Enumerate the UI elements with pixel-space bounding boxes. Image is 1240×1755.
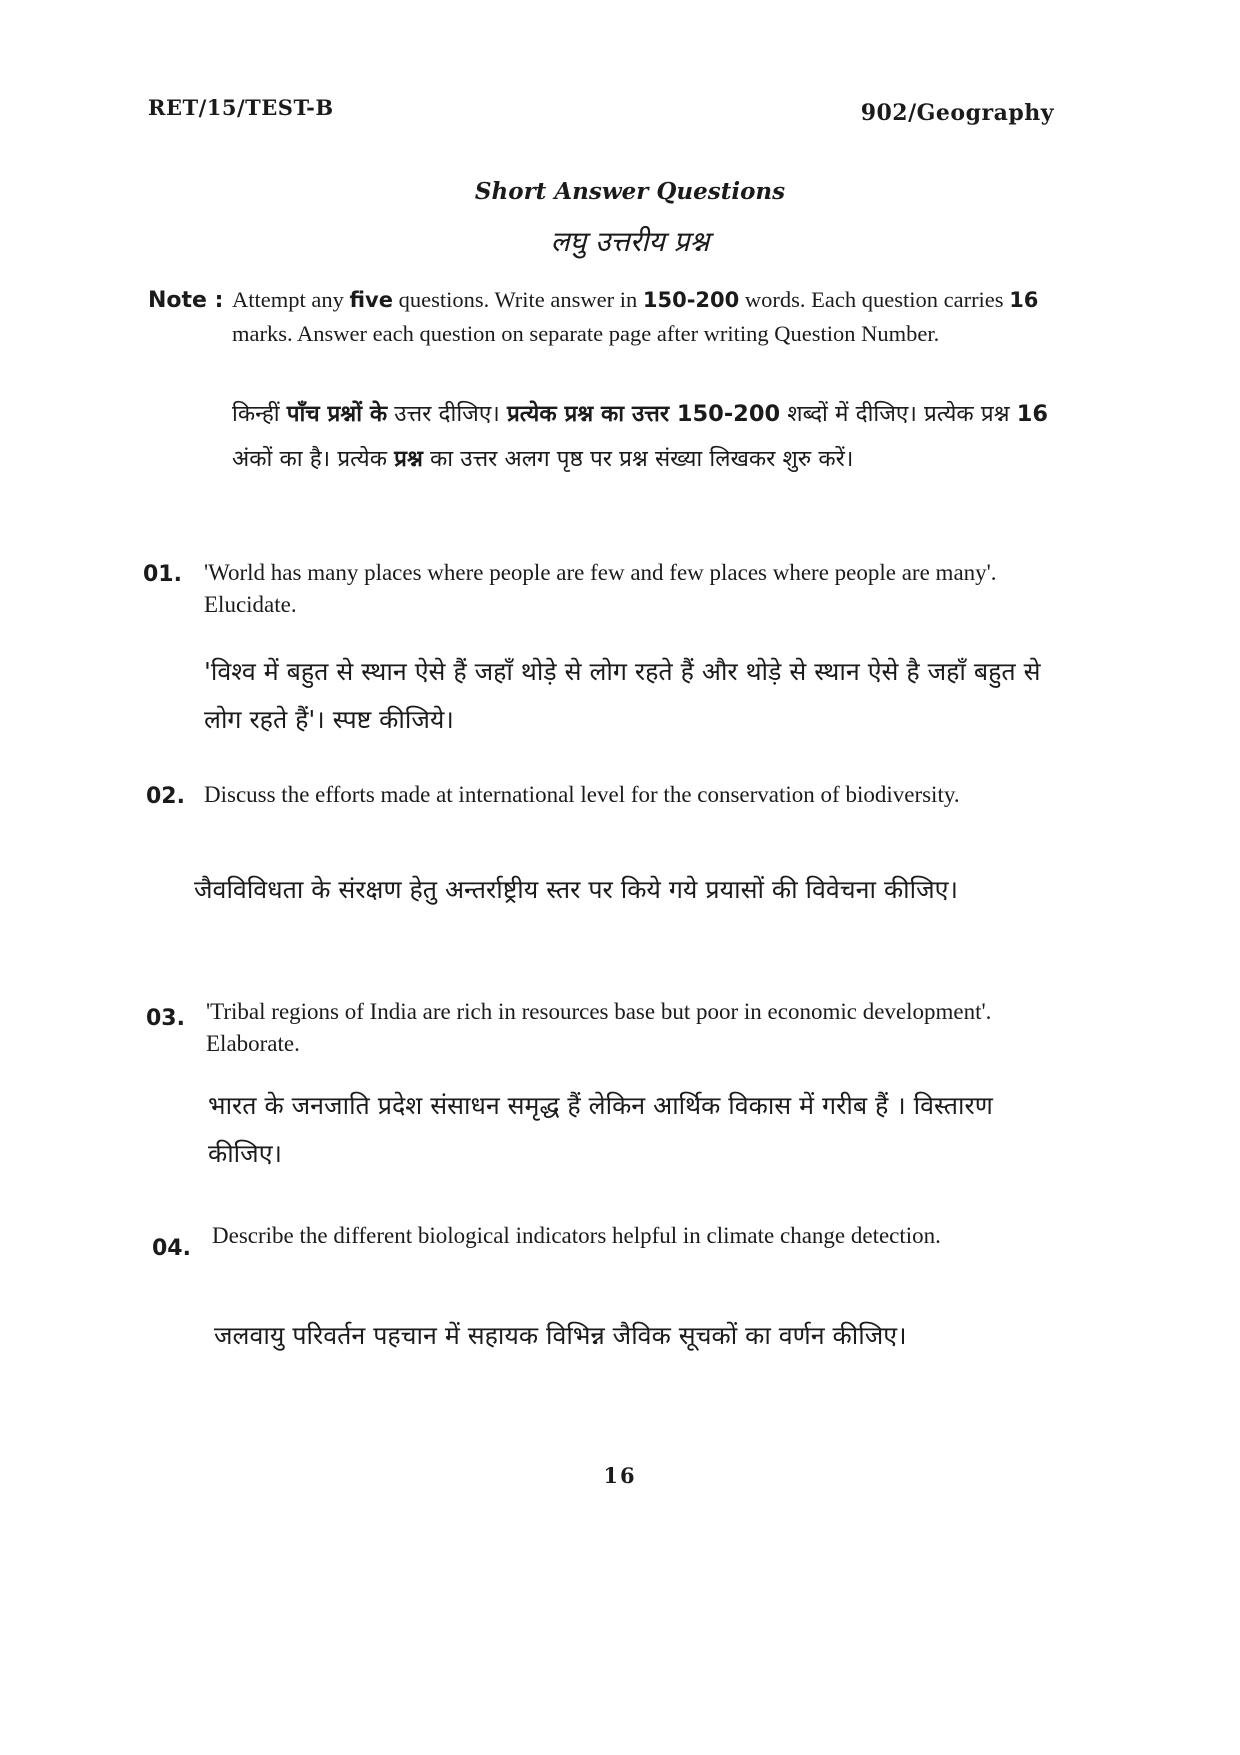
question-hindi: जैवविविधता के संरक्षण हेतु अन्तर्राष्ट्रीय स्तर पर किये गये प्रयासों की विवेचना कीजिए। [194, 875, 958, 904]
note-english [232, 283, 1054, 351]
subject-code: 902/Geography [860, 100, 1054, 126]
note-hindi [232, 392, 1054, 482]
page-number: 16 [603, 1463, 637, 1488]
note-hi-text: का उत्तर अलग पृष्ठ पर प्रश्न संख्या लिखकर शुरु करें। [422, 446, 854, 472]
question-hindi: भारत के जनजाति प्रदेश संसाधन समृद्ध हैं लेकिन आर्थिक विकास में गरीब हैं । विस्तारण कीजिए। [208, 1091, 993, 1168]
note-hi-text: किन्हीं [232, 401, 287, 427]
question-english: Discuss the efforts made at international level for the conservation of biodiversity. [204, 782, 960, 807]
note-hi-marks: 16 [1016, 401, 1049, 427]
note-hi-five: पाँच प्रश्नों के [286, 401, 388, 427]
paper-code: RET/15/TEST-B [148, 95, 334, 120]
section-title-hindi: लघु उत्तरीय प्रश्न [550, 225, 710, 258]
question-english: Describe the different biological indicators helpful in climate change detection. [212, 1223, 941, 1248]
note-label: Note : [148, 288, 224, 313]
question-number: 01. [143, 562, 182, 587]
question-number: 02. [146, 784, 185, 809]
note-hi-text: उत्तर दीजिए। [387, 401, 507, 427]
question-hindi: जलवायु परिवर्तन पहचान में सहायक विभिन्न जैविक सूचकों का वर्णन कीजिए। [214, 1321, 907, 1350]
note-en-five: five [349, 288, 393, 312]
note-hi-text: अंकों का है। प्रत्येक [232, 446, 395, 472]
question-number: 03. [146, 1006, 185, 1031]
question-english: 'World has many places where people are few and few places where people are many'. Elucidate. [204, 560, 997, 617]
question-english: 'Tribal regions of India are rich in resources base but poor in economic development'. Elaborate. [206, 999, 992, 1056]
question-number: 04. [152, 1236, 191, 1261]
note-hi-text: शब्दों में दीजिए। प्रत्येक प्रश्न [780, 401, 1017, 427]
note-en-text: Attempt any [232, 287, 350, 312]
note-en-text: questions. Write answer in [392, 287, 643, 312]
question-hindi: 'विश्व में बहुत से स्थान ऐसे हैं जहाँ थोड़े से लोग रहते हैं और थोड़े से स्थान ऐसे है जहाँ बहुत से लोग रहते हैं'। स्पष्ट कीजिये। [204, 657, 1041, 734]
note-en-text: words. Each question carries [739, 287, 1010, 312]
section-title-english: Short Answer Questions [474, 178, 786, 205]
note-en-marks: 16 [1009, 288, 1039, 312]
note-hi-question: प्रश्न [394, 446, 423, 472]
note-en-words: 150-200 [642, 288, 740, 312]
note-hi-words: प्रत्येक प्रश्न का उत्तर 150-200 [506, 401, 781, 427]
note-en-text: marks. Answer each question on separate page after writing Question Number. [232, 321, 940, 346]
